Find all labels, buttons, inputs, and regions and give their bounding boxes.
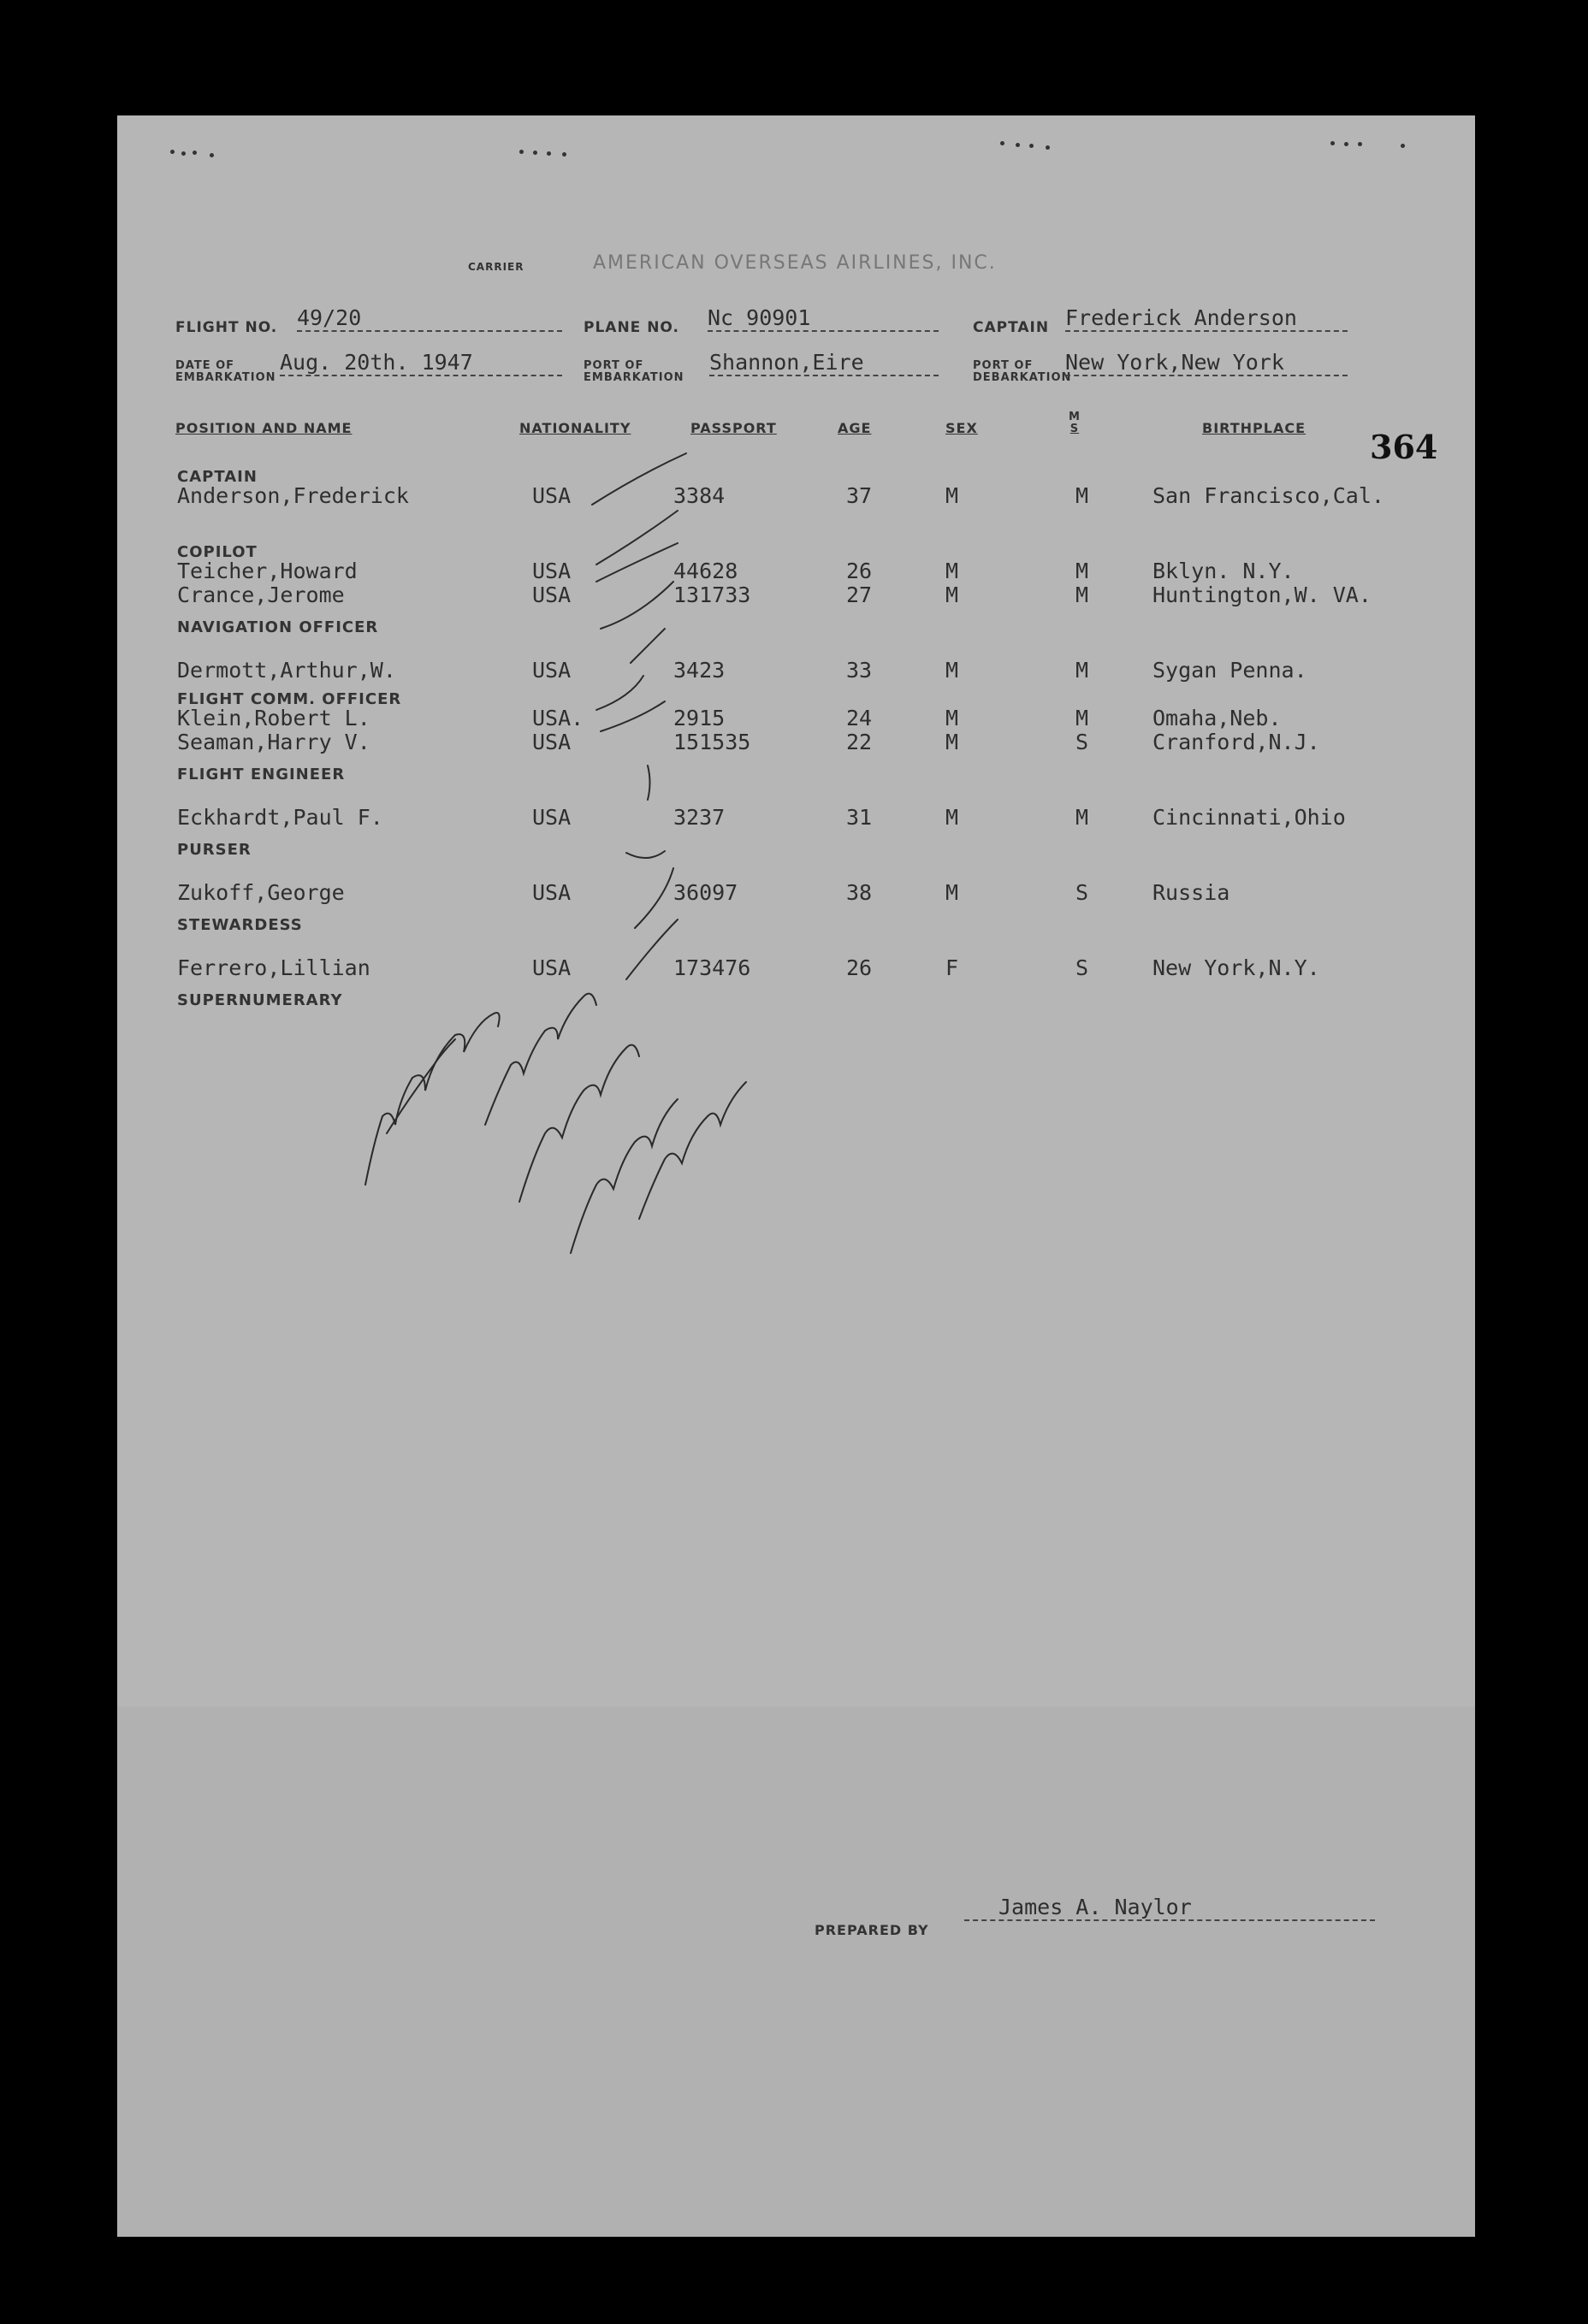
crew-sex: F bbox=[945, 955, 959, 980]
col-nationality: NATIONALITY bbox=[519, 420, 631, 436]
crew-nationality: USA bbox=[532, 559, 572, 583]
col-sex: SEX bbox=[945, 420, 978, 436]
port-embarkation: Shannon,Eire bbox=[709, 350, 939, 376]
crew-birthplace: Omaha,Neb. bbox=[1152, 706, 1282, 730]
prepared-by-label: PREPARED BY bbox=[815, 1922, 929, 1938]
crew-sex: M bbox=[945, 483, 959, 508]
position-label: COPILOT bbox=[177, 543, 258, 561]
date-label: DATE OF EMBARKATION bbox=[175, 359, 276, 384]
crew-marital: M bbox=[1075, 483, 1089, 508]
crew-age: 24 bbox=[846, 706, 873, 730]
crew-age: 37 bbox=[846, 483, 873, 508]
crew-passport: 3237 bbox=[673, 805, 726, 830]
position-label: CAPTAIN bbox=[177, 468, 258, 486]
crew-name: Anderson,Frederick bbox=[177, 483, 409, 508]
flight-label: FLIGHT NO. bbox=[175, 319, 278, 336]
crew-age: 27 bbox=[846, 582, 873, 607]
crew-age: 26 bbox=[846, 955, 873, 980]
crew-birthplace: Cranford,N.J. bbox=[1152, 730, 1320, 754]
crew-age: 22 bbox=[846, 730, 873, 754]
carrier-label: CARRIER bbox=[468, 261, 524, 273]
crew-sex: M bbox=[945, 706, 959, 730]
col-birthplace: BIRTHPLACE bbox=[1202, 420, 1307, 436]
crew-name: Zukoff,George bbox=[177, 880, 345, 905]
crew-birthplace: Bklyn. N.Y. bbox=[1152, 559, 1295, 583]
crew-sex: M bbox=[945, 880, 959, 905]
position-label: STEWARDESS bbox=[177, 916, 303, 934]
crew-passport: 44628 bbox=[673, 559, 738, 583]
captain-label: CAPTAIN bbox=[973, 319, 1050, 336]
crew-passport: 131733 bbox=[673, 582, 751, 607]
plane-label: PLANE NO. bbox=[584, 319, 679, 336]
plane-number: Nc 90901 bbox=[708, 305, 939, 332]
crew-sex: M bbox=[945, 805, 959, 830]
crew-nationality: USA bbox=[532, 658, 572, 683]
position-label: SUPERNUMERARY bbox=[177, 991, 343, 1009]
crew-birthplace: New York,N.Y. bbox=[1152, 955, 1320, 980]
crew-passport: 2915 bbox=[673, 706, 726, 730]
manifest-page bbox=[117, 115, 1475, 2237]
position-label: NAVIGATION OFFICER bbox=[177, 618, 379, 636]
crew-name: Teicher,Howard bbox=[177, 559, 358, 583]
crew-name: Ferrero,Lillian bbox=[177, 955, 370, 980]
crew-marital: S bbox=[1075, 880, 1089, 905]
crew-marital: S bbox=[1075, 730, 1089, 754]
crew-nationality: USA bbox=[532, 805, 572, 830]
captain-name: Frederick Anderson bbox=[1065, 305, 1348, 332]
col-position: POSITION AND NAME bbox=[175, 420, 353, 436]
crew-name: Seaman,Harry V. bbox=[177, 730, 370, 754]
port-embarkation-label: PORT OF EMBARKATION bbox=[584, 359, 684, 384]
crew-name: Klein,Robert L. bbox=[177, 706, 370, 730]
crew-sex: M bbox=[945, 582, 959, 607]
prepared-by-name: James A. Naylor bbox=[964, 1895, 1375, 1921]
crew-sex: M bbox=[945, 730, 959, 754]
crew-birthplace: Cincinnati,Ohio bbox=[1152, 805, 1346, 830]
crew-sex: M bbox=[945, 658, 959, 683]
crew-marital: M bbox=[1075, 582, 1089, 607]
crew-name: Eckhardt,Paul F. bbox=[177, 805, 383, 830]
page-number: 364 bbox=[1370, 428, 1438, 466]
crew-marital: M bbox=[1075, 658, 1089, 683]
col-age: AGE bbox=[838, 420, 872, 436]
crew-marital: M bbox=[1075, 559, 1089, 583]
crew-name: Dermott,Arthur,W. bbox=[177, 658, 396, 683]
crew-birthplace: Huntington,W. VA. bbox=[1152, 582, 1372, 607]
crew-age: 31 bbox=[846, 805, 873, 830]
position-label: FLIGHT COMM. OFFICER bbox=[177, 690, 402, 708]
crew-birthplace: San Francisco,Cal. bbox=[1152, 483, 1384, 508]
crew-age: 38 bbox=[846, 880, 873, 905]
crew-nationality: USA bbox=[532, 483, 572, 508]
crew-nationality: USA bbox=[532, 730, 572, 754]
carrier-name: AMERICAN OVERSEAS AIRLINES, INC. bbox=[593, 252, 997, 274]
crew-nationality: USA bbox=[532, 880, 572, 905]
crew-marital: S bbox=[1075, 955, 1089, 980]
crew-marital: M bbox=[1075, 706, 1089, 730]
crew-nationality: USA bbox=[532, 582, 572, 607]
embarkation-date: Aug. 20th. 1947 bbox=[280, 350, 562, 376]
crew-marital: M bbox=[1075, 805, 1089, 830]
crew-name: Crance,Jerome bbox=[177, 582, 345, 607]
flight-number: 49/20 bbox=[297, 305, 562, 332]
crew-nationality: USA. bbox=[532, 706, 584, 730]
port-debarkation-label: PORT OF DEBARKATION bbox=[973, 359, 1072, 384]
crew-passport: 36097 bbox=[673, 880, 738, 905]
crew-age: 33 bbox=[846, 658, 873, 683]
crew-age: 26 bbox=[846, 559, 873, 583]
col-passport: PASSPORT bbox=[690, 420, 777, 436]
crew-birthplace: Sygan Penna. bbox=[1152, 658, 1307, 683]
crew-passport: 151535 bbox=[673, 730, 751, 754]
crew-passport: 173476 bbox=[673, 955, 751, 980]
col-marital-status: M S bbox=[1069, 411, 1081, 435]
crew-nationality: USA bbox=[532, 955, 572, 980]
crew-sex: M bbox=[945, 559, 959, 583]
crew-passport: 3423 bbox=[673, 658, 726, 683]
position-label: FLIGHT ENGINEER bbox=[177, 766, 346, 784]
position-label: PURSER bbox=[177, 841, 252, 859]
port-debarkation: New York,New York bbox=[1065, 350, 1348, 376]
crew-birthplace: Russia bbox=[1152, 880, 1230, 905]
crew-passport: 3384 bbox=[673, 483, 726, 508]
